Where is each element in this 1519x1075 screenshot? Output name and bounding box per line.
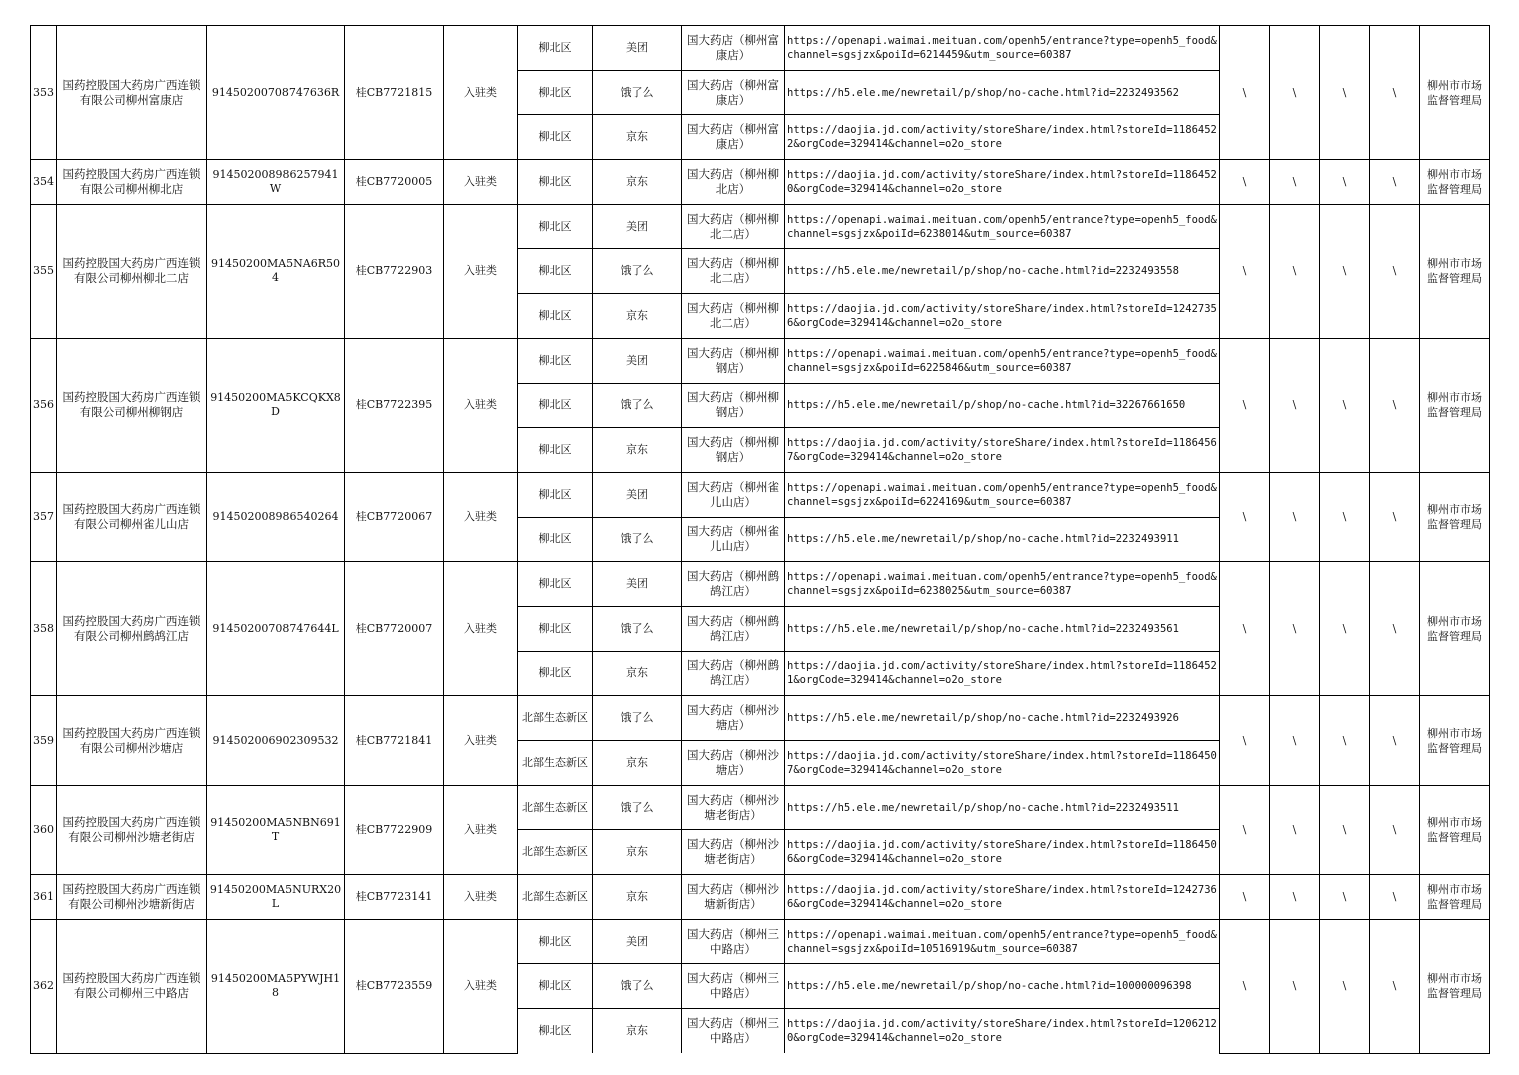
- platform-name: 京东: [593, 741, 682, 786]
- blank-col-3: \: [1320, 919, 1370, 1053]
- table-row: [31, 919, 1490, 964]
- store-name: 国大药店（柳州柳北二店）: [682, 204, 785, 249]
- license-number: 桂CB7722395: [345, 338, 444, 472]
- category: 入驻类: [444, 204, 518, 338]
- store-url: https://h5.ele.me/newretail/p/shop/no-cache.html?id=32267661650: [785, 383, 1220, 428]
- company-name: 国药控股国大药房广西连锁有限公司柳州三中路店: [57, 919, 207, 1053]
- company-name: 国药控股国大药房广西连锁有限公司柳州富康店: [57, 26, 207, 160]
- store-name: 国大药店（柳州柳钢店）: [682, 338, 785, 383]
- record-number: 357: [31, 472, 57, 561]
- platform-name: 饿了么: [593, 606, 682, 651]
- district: 柳北区: [518, 1009, 593, 1054]
- district: 柳北区: [518, 517, 593, 562]
- store-name: 国大药店（柳州沙塘店）: [682, 741, 785, 786]
- record-number: 354: [31, 160, 57, 205]
- credit-code: 91450200MA5KCQKX8D: [207, 338, 345, 472]
- blank-col-4: \: [1370, 204, 1420, 338]
- blank-col-2: \: [1270, 204, 1320, 338]
- record-number: 353: [31, 26, 57, 160]
- store-name: 国大药店（柳州沙塘新街店）: [682, 875, 785, 920]
- company-name: 国药控股国大药房广西连锁有限公司柳州沙塘店: [57, 696, 207, 785]
- credit-code: 91450200708747644L: [207, 562, 345, 696]
- category: 入驻类: [444, 696, 518, 785]
- table-row: [31, 696, 1490, 741]
- store-name: 国大药店（柳州沙塘老街店）: [682, 830, 785, 875]
- credit-code: 914502008986540264: [207, 472, 345, 561]
- store-name: 国大药店（柳州富康店）: [682, 26, 785, 71]
- blank-col-1: \: [1220, 785, 1270, 874]
- blank-col-1: \: [1220, 696, 1270, 785]
- license-number: 桂CB7720005: [345, 160, 444, 205]
- license-number: 桂CB7720007: [345, 562, 444, 696]
- credit-code: 914502006902309532: [207, 696, 345, 785]
- district: 柳北区: [518, 651, 593, 696]
- blank-col-4: \: [1370, 562, 1420, 696]
- blank-col-1: \: [1220, 472, 1270, 561]
- district: 柳北区: [518, 383, 593, 428]
- blank-col-2: \: [1270, 919, 1320, 1053]
- license-number: 桂CB7721841: [345, 696, 444, 785]
- license-number: 桂CB7720067: [345, 472, 444, 561]
- store-url: https://daojia.jd.com/activity/storeShare/index.html?storeId=11864507&orgCode=329414&channel=o2o_store: [785, 741, 1220, 786]
- company-name: 国药控股国大药房广西连锁有限公司柳州雀儿山店: [57, 472, 207, 561]
- credit-code: 91450200MA5NURX20L: [207, 875, 345, 920]
- store-name: 国大药店（柳州柳北店）: [682, 160, 785, 205]
- blank-col-4: \: [1370, 785, 1420, 874]
- table-row: [31, 160, 1490, 205]
- category: 入驻类: [444, 875, 518, 920]
- store-url: https://openapi.waimai.meituan.com/openh5/entrance?type=openh5_food&channel=sgsjzx&poiId=10516919&utm_source=60387: [785, 919, 1220, 964]
- store-name: 国大药店（柳州鹧鸪江店）: [682, 562, 785, 607]
- store-url: https://daojia.jd.com/activity/storeShare/index.html?storeId=11864521&orgCode=329414&channel=o2o_store: [785, 651, 1220, 696]
- record-number: 358: [31, 562, 57, 696]
- record-number: 355: [31, 204, 57, 338]
- platform-name: 京东: [593, 160, 682, 205]
- store-name: 国大药店（柳州柳北二店）: [682, 294, 785, 339]
- platform-name: 饿了么: [593, 785, 682, 830]
- credit-code: 91450200MA5PYWJH18: [207, 919, 345, 1053]
- blank-col-2: \: [1270, 562, 1320, 696]
- district: 柳北区: [518, 472, 593, 517]
- credit-code: 914502008986257941W: [207, 160, 345, 205]
- credit-code: 91450200MA5NA6R504: [207, 204, 345, 338]
- platform-name: 京东: [593, 294, 682, 339]
- blank-col-1: \: [1220, 338, 1270, 472]
- store-registry-table: [30, 25, 1490, 1054]
- district: 北部生态新区: [518, 696, 593, 741]
- company-name: 国药控股国大药房广西连锁有限公司柳州柳北店: [57, 160, 207, 205]
- store-url: https://daojia.jd.com/activity/storeShare/index.html?storeId=11864506&orgCode=329414&channel=o2o_store: [785, 830, 1220, 875]
- blank-col-2: \: [1270, 26, 1320, 160]
- platform-name: 美团: [593, 472, 682, 517]
- table-row: [31, 338, 1490, 383]
- supervising-dept: 柳州市市场监督管理局: [1420, 919, 1490, 1053]
- store-name: 国大药店（柳州柳钢店）: [682, 383, 785, 428]
- record-number: 362: [31, 919, 57, 1053]
- category: 入驻类: [444, 160, 518, 205]
- blank-col-1: \: [1220, 919, 1270, 1053]
- table-row: [31, 26, 1490, 71]
- supervising-dept: 柳州市市场监督管理局: [1420, 562, 1490, 696]
- platform-name: 美团: [593, 562, 682, 607]
- store-name: 国大药店（柳州三中路店）: [682, 1009, 785, 1054]
- store-name: 国大药店（柳州富康店）: [682, 115, 785, 160]
- store-url: https://daojia.jd.com/activity/storeShare/index.html?storeId=11864520&orgCode=329414&channel=o2o_store: [785, 160, 1220, 205]
- store-url: https://h5.ele.me/newretail/p/shop/no-cache.html?id=2232493911: [785, 517, 1220, 562]
- district: 北部生态新区: [518, 830, 593, 875]
- blank-col-4: \: [1370, 472, 1420, 561]
- blank-col-3: \: [1320, 338, 1370, 472]
- category: 入驻类: [444, 919, 518, 1053]
- platform-name: 京东: [593, 1009, 682, 1054]
- store-url: https://daojia.jd.com/activity/storeShare/index.html?storeId=12062120&orgCode=329414&channel=o2o_store: [785, 1009, 1220, 1054]
- platform-name: 饿了么: [593, 383, 682, 428]
- blank-col-1: \: [1220, 875, 1270, 920]
- blank-col-4: \: [1370, 875, 1420, 920]
- blank-col-4: \: [1370, 26, 1420, 160]
- record-number: 361: [31, 875, 57, 920]
- supervising-dept: 柳州市市场监督管理局: [1420, 875, 1490, 920]
- district: 北部生态新区: [518, 741, 593, 786]
- blank-col-2: \: [1270, 785, 1320, 874]
- supervising-dept: 柳州市市场监督管理局: [1420, 26, 1490, 160]
- store-url: https://openapi.waimai.meituan.com/openh5/entrance?type=openh5_food&channel=sgsjzx&poiId=6224169&utm_source=60387: [785, 472, 1220, 517]
- platform-name: 饿了么: [593, 696, 682, 741]
- license-number: 桂CB7722903: [345, 204, 444, 338]
- blank-col-4: \: [1370, 696, 1420, 785]
- store-url: https://daojia.jd.com/activity/storeShare/index.html?storeId=12427356&orgCode=329414&channel=o2o_store: [785, 294, 1220, 339]
- district: 柳北区: [518, 26, 593, 71]
- district: 北部生态新区: [518, 875, 593, 920]
- platform-name: 美团: [593, 338, 682, 383]
- company-name: 国药控股国大药房广西连锁有限公司柳州柳钢店: [57, 338, 207, 472]
- supervising-dept: 柳州市市场监督管理局: [1420, 785, 1490, 874]
- blank-col-2: \: [1270, 338, 1320, 472]
- record-number: 360: [31, 785, 57, 874]
- store-url: https://daojia.jd.com/activity/storeShare/index.html?storeId=11864567&orgCode=329414&channel=o2o_store: [785, 428, 1220, 473]
- platform-name: 饿了么: [593, 249, 682, 294]
- store-url: https://h5.ele.me/newretail/p/shop/no-cache.html?id=2232493562: [785, 70, 1220, 115]
- store-url: https://h5.ele.me/newretail/p/shop/no-cache.html?id=100000096398: [785, 964, 1220, 1009]
- district: 柳北区: [518, 428, 593, 473]
- company-name: 国药控股国大药房广西连锁有限公司柳州沙塘新街店: [57, 875, 207, 920]
- store-name: 国大药店（柳州三中路店）: [682, 964, 785, 1009]
- blank-col-3: \: [1320, 160, 1370, 205]
- blank-col-3: \: [1320, 562, 1370, 696]
- company-name: 国药控股国大药房广西连锁有限公司柳州鹧鸪江店: [57, 562, 207, 696]
- district: 柳北区: [518, 964, 593, 1009]
- platform-name: 京东: [593, 651, 682, 696]
- store-name: 国大药店（柳州柳北二店）: [682, 249, 785, 294]
- supervising-dept: 柳州市市场监督管理局: [1420, 204, 1490, 338]
- table-row: [31, 562, 1490, 607]
- store-url: https://daojia.jd.com/activity/storeShare/index.html?storeId=12427366&orgCode=329414&channel=o2o_store: [785, 875, 1220, 920]
- category: 入驻类: [444, 472, 518, 561]
- district: 柳北区: [518, 562, 593, 607]
- store-name: 国大药店（柳州三中路店）: [682, 919, 785, 964]
- blank-col-2: \: [1270, 472, 1320, 561]
- store-url: https://openapi.waimai.meituan.com/openh5/entrance?type=openh5_food&channel=sgsjzx&poiId=6225846&utm_source=60387: [785, 338, 1220, 383]
- platform-name: 京东: [593, 115, 682, 160]
- supervising-dept: 柳州市市场监督管理局: [1420, 696, 1490, 785]
- record-number: 356: [31, 338, 57, 472]
- blank-col-1: \: [1220, 204, 1270, 338]
- blank-col-3: \: [1320, 472, 1370, 561]
- platform-name: 饿了么: [593, 964, 682, 1009]
- store-name: 国大药店（柳州雀儿山店）: [682, 517, 785, 562]
- blank-col-1: \: [1220, 562, 1270, 696]
- platform-name: 美团: [593, 204, 682, 249]
- store-url: https://openapi.waimai.meituan.com/openh5/entrance?type=openh5_food&channel=sgsjzx&poiId=6214459&utm_source=60387: [785, 26, 1220, 71]
- blank-col-2: \: [1270, 160, 1320, 205]
- district: 柳北区: [518, 249, 593, 294]
- blank-col-1: \: [1220, 26, 1270, 160]
- platform-name: 美团: [593, 26, 682, 71]
- table-row: [31, 472, 1490, 517]
- store-url: https://h5.ele.me/newretail/p/shop/no-cache.html?id=2232493558: [785, 249, 1220, 294]
- district: 柳北区: [518, 70, 593, 115]
- credit-code: 91450200708747636R: [207, 26, 345, 160]
- district: 柳北区: [518, 606, 593, 651]
- platform-name: 美团: [593, 919, 682, 964]
- blank-col-3: \: [1320, 204, 1370, 338]
- blank-col-4: \: [1370, 919, 1420, 1053]
- license-number: 桂CB7723141: [345, 875, 444, 920]
- district: 柳北区: [518, 115, 593, 160]
- store-name: 国大药店（柳州沙塘店）: [682, 696, 785, 741]
- platform-name: 京东: [593, 875, 682, 920]
- district: 柳北区: [518, 204, 593, 249]
- store-name: 国大药店（柳州鹧鸪江店）: [682, 606, 785, 651]
- district: 柳北区: [518, 160, 593, 205]
- store-url: https://openapi.waimai.meituan.com/openh5/entrance?type=openh5_food&channel=sgsjzx&poiId=6238014&utm_source=60387: [785, 204, 1220, 249]
- supervising-dept: 柳州市市场监督管理局: [1420, 160, 1490, 205]
- store-url: https://h5.ele.me/newretail/p/shop/no-cache.html?id=2232493511: [785, 785, 1220, 830]
- table-row: [31, 875, 1490, 920]
- blank-col-3: \: [1320, 785, 1370, 874]
- store-name: 国大药店（柳州雀儿山店）: [682, 472, 785, 517]
- table-row: [31, 785, 1490, 830]
- category: 入驻类: [444, 26, 518, 160]
- table-row: [31, 204, 1490, 249]
- blank-col-4: \: [1370, 338, 1420, 472]
- record-number: 359: [31, 696, 57, 785]
- supervising-dept: 柳州市市场监督管理局: [1420, 338, 1490, 472]
- blank-col-2: \: [1270, 875, 1320, 920]
- store-url: https://daojia.jd.com/activity/storeShare/index.html?storeId=11864522&orgCode=329414&channel=o2o_store: [785, 115, 1220, 160]
- table-body: [31, 26, 1490, 1054]
- company-name: 国药控股国大药房广西连锁有限公司柳州柳北二店: [57, 204, 207, 338]
- category: 入驻类: [444, 785, 518, 874]
- company-name: 国药控股国大药房广西连锁有限公司柳州沙塘老街店: [57, 785, 207, 874]
- license-number: 桂CB7722909: [345, 785, 444, 874]
- blank-col-4: \: [1370, 160, 1420, 205]
- store-name: 国大药店（柳州富康店）: [682, 70, 785, 115]
- store-url: https://openapi.waimai.meituan.com/openh5/entrance?type=openh5_food&channel=sgsjzx&poiId=6238025&utm_source=60387: [785, 562, 1220, 607]
- district: 北部生态新区: [518, 785, 593, 830]
- platform-name: 京东: [593, 428, 682, 473]
- store-name: 国大药店（柳州柳钢店）: [682, 428, 785, 473]
- district: 柳北区: [518, 338, 593, 383]
- credit-code: 91450200MA5NBN691T: [207, 785, 345, 874]
- district: 柳北区: [518, 294, 593, 339]
- platform-name: 饿了么: [593, 517, 682, 562]
- platform-name: 饿了么: [593, 70, 682, 115]
- store-name: 国大药店（柳州沙塘老街店）: [682, 785, 785, 830]
- store-url: https://h5.ele.me/newretail/p/shop/no-cache.html?id=2232493926: [785, 696, 1220, 741]
- blank-col-3: \: [1320, 696, 1370, 785]
- license-number: 桂CB7721815: [345, 26, 444, 160]
- blank-col-3: \: [1320, 875, 1370, 920]
- blank-col-3: \: [1320, 26, 1370, 160]
- category: 入驻类: [444, 338, 518, 472]
- category: 入驻类: [444, 562, 518, 696]
- blank-col-1: \: [1220, 160, 1270, 205]
- blank-col-2: \: [1270, 696, 1320, 785]
- license-number: 桂CB7723559: [345, 919, 444, 1053]
- platform-name: 京东: [593, 830, 682, 875]
- store-name: 国大药店（柳州鹧鸪江店）: [682, 651, 785, 696]
- district: 柳北区: [518, 919, 593, 964]
- supervising-dept: 柳州市市场监督管理局: [1420, 472, 1490, 561]
- store-url: https://h5.ele.me/newretail/p/shop/no-cache.html?id=2232493561: [785, 606, 1220, 651]
